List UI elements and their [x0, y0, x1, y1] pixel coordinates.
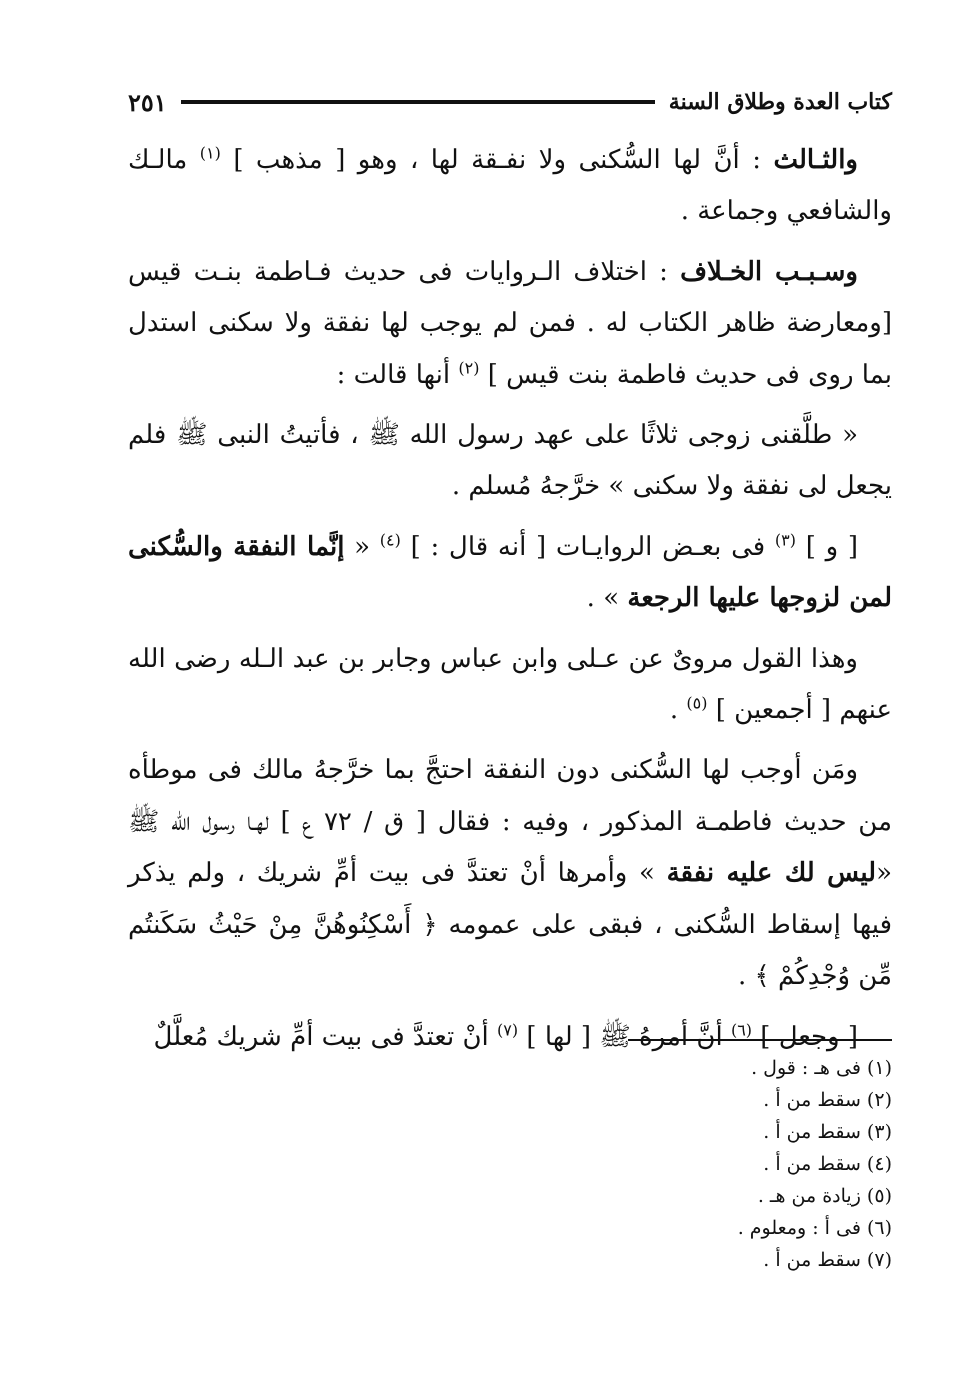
paragraph	[128, 522, 892, 625]
paragraph-text: «	[344, 531, 380, 562]
footnote: (٧) سقط من أ .	[763, 1249, 892, 1271]
footnote-ref: (٣)	[774, 530, 796, 550]
paragraph	[128, 745, 892, 1002]
header-rule	[181, 100, 655, 104]
bold-quote: إنَّما النفقة والسُّكنى لمن لزوجها عليها الرجعة	[128, 531, 892, 614]
paragraph-text: وهذا القول مروىٌ عن عـلى وابن عباس وجابر بن عبد الـله رضى الله عنهم [ أجمعين ]	[128, 643, 892, 726]
footnote-ref: (١)	[199, 143, 221, 163]
footnote: (١) فى هـ : قول .	[751, 1057, 892, 1079]
paragraph-text: أنَّ أمرهُ ﷺ [ لها ]	[518, 1021, 731, 1052]
footnote: (٢) سقط من أ .	[763, 1089, 892, 1111]
paragraph-text: » .	[586, 583, 628, 614]
paragraph-text: فى بعـض الروايـات [ أنه قال : ]	[400, 531, 775, 562]
paragraph-text: .	[669, 695, 687, 726]
paragraph-text: : أنَّ لها السُّكنى ولا نفـقة لها ، وهو [ مذهب ]	[220, 145, 774, 175]
paragraph-text: ومَن أوجب لها السُّكنى دون النفقة احتجَّ بما خرَّجهُ مالك فى موطأه من حديث فاطمـة المذكور ، وفيه : فقال [ ق / ٧٢ ع ] لهـا رسول الله ﷺ «	[128, 755, 893, 889]
section-lead: وسـبـب الخـلاف	[680, 256, 858, 287]
paragraph-text: مالـك والشافعي وجماعة .	[128, 145, 892, 227]
hadith-quote: « طلَّقنى زوجى ثلاثًا على عهد رسول الله ﷺ ، فأتيتُ النبى ﷺ فلم يجعل لى نفقة ولا سكنى » خرَّجهُ مُسلم .	[128, 420, 892, 502]
paragraph	[128, 135, 892, 238]
paragraph-text: : اختلاف الـروايات فى حديث فـاطمة بنـت قيس [ومعارضة ظاهر الكتاب له . فمن لم يوجب لها نفقة ولا سكنى استدل بما روى فى حديث فاطمة بنت قيس ]	[128, 256, 892, 390]
footnote-ref: (٤)	[379, 530, 401, 550]
paragraph-text: أنها قالت :	[336, 359, 459, 390]
footnote-ref: (٢)	[458, 357, 480, 377]
footnote: (٦) فى أ : ومعلوم .	[737, 1217, 892, 1239]
running-title: كتاب العدة وطلاق السنة	[668, 89, 892, 115]
footnote: (٤) سقط من أ .	[763, 1153, 892, 1175]
footnote-ref: (٦)	[730, 1019, 753, 1039]
bold-quote: ليس لك عليه نفقة	[666, 858, 877, 889]
paragraph	[128, 634, 892, 737]
paragraph	[128, 410, 892, 513]
paragraph-text: » وأمرها أنْ تعتدَّ فى بيت أمِّ شريك ، ولم يذكر فيها إسقاط السُّكنى ، فبقى على عمومه ﴿ أَسْكِنُوهُنَّ مِنْ حَيْثُ سَكَنتُم مِّن وُجْدِكُمْ ﴾ .	[128, 858, 892, 992]
main-text	[128, 135, 892, 1072]
footnote: (٥) زيادة من هـ .	[757, 1185, 892, 1207]
paragraph	[128, 247, 892, 401]
page-header	[128, 82, 892, 122]
footnote-separator	[628, 1039, 892, 1041]
paragraph-text: أنْ تعتدَّ فى بيت أمِّ شريك مُعلَّلٌ	[153, 1021, 498, 1052]
page-number: ٢٥١	[128, 87, 167, 117]
paragraph-text: [ وجعل ]	[752, 1021, 858, 1052]
footnote: (٣) سقط من أ .	[763, 1121, 892, 1143]
footnote-ref: (٧)	[497, 1019, 519, 1039]
footnotes	[292, 1052, 892, 1276]
section-lead: والثـالث	[773, 145, 858, 175]
paragraph-text: [ و ]	[796, 531, 858, 562]
footnote-ref: (٥)	[686, 693, 708, 713]
